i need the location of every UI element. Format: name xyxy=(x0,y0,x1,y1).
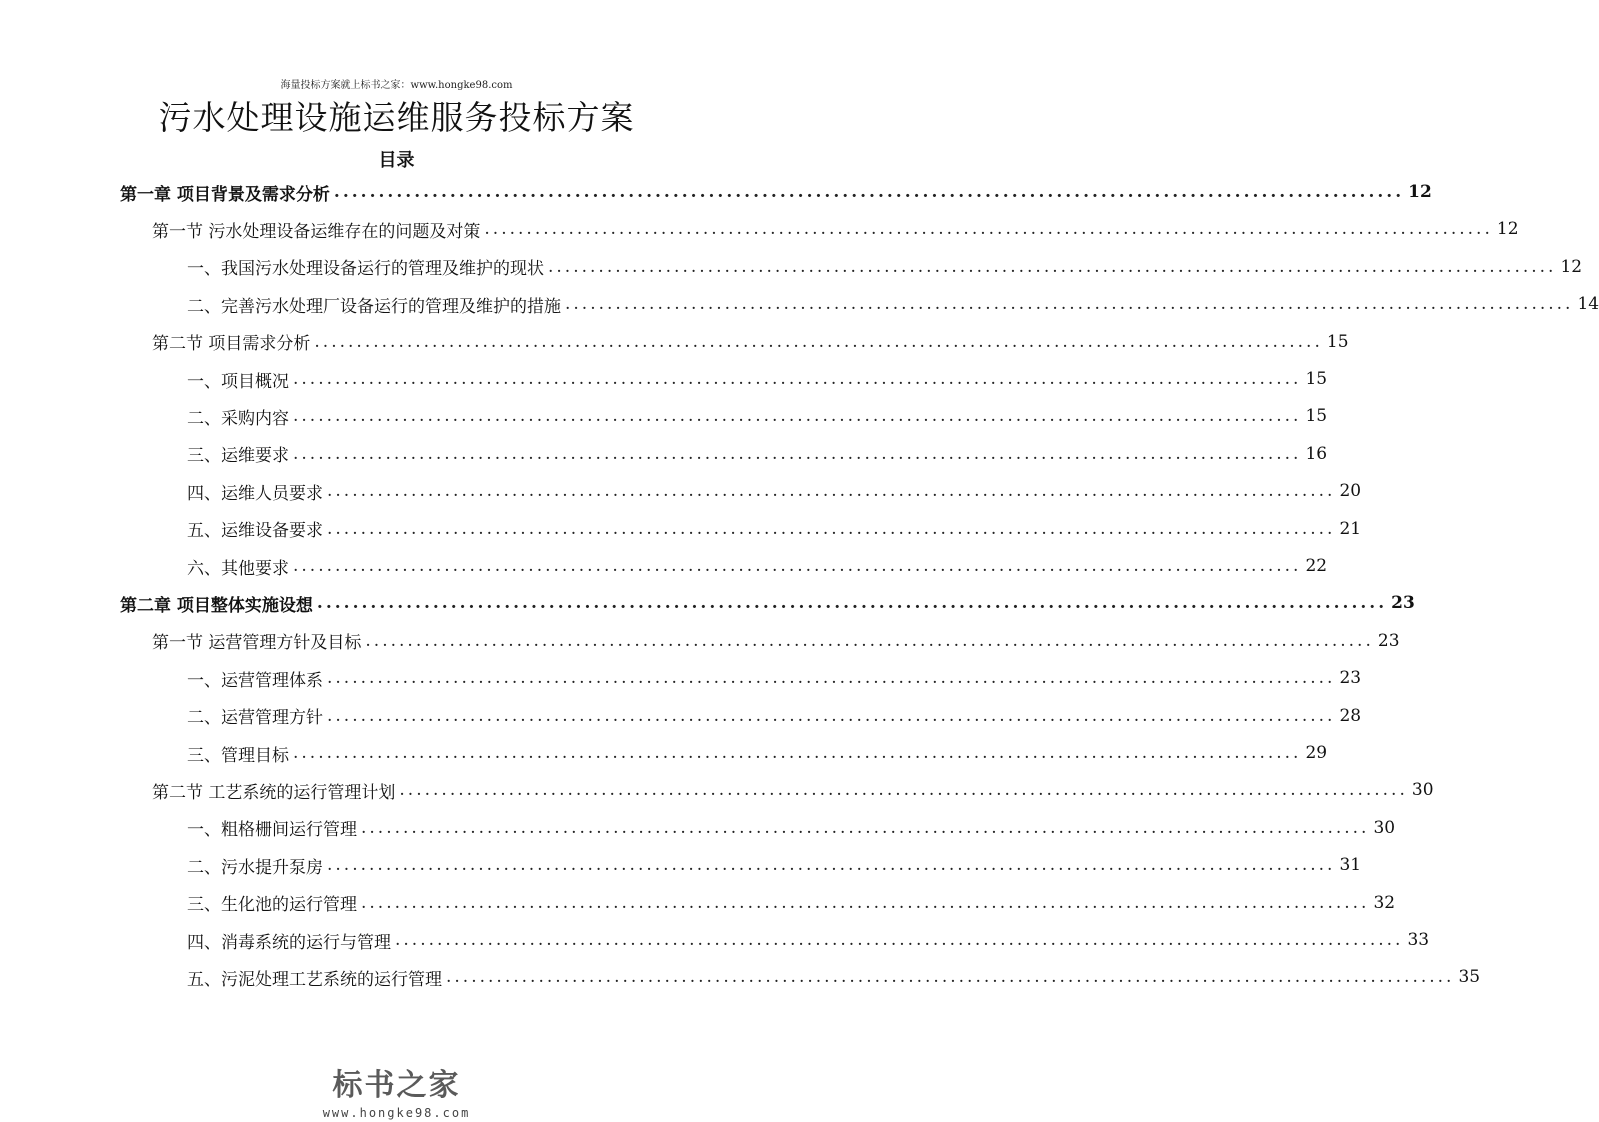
toc-entry-page: 21 xyxy=(1339,518,1362,539)
toc-entry-label: 第二节 项目需求分析 xyxy=(152,334,311,355)
toc-entry[interactable] xyxy=(187,960,1481,994)
toc-leader-dots: ........................................................................................................................ xyxy=(327,705,1336,726)
toc-entry[interactable] xyxy=(152,325,1349,359)
toc-entry-label: 二、运营管理方针 xyxy=(187,708,323,729)
toc-entry[interactable] xyxy=(187,886,1396,920)
toc-entry[interactable] xyxy=(152,773,1434,807)
toc-entry-label: 第二节 工艺系统的运行管理计划 xyxy=(152,782,396,803)
toc-entry-label: 五、运维设备要求 xyxy=(187,521,323,542)
toc-entry[interactable] xyxy=(187,437,1328,471)
toc-entry-label: 第一章 项目背景及需求分析 xyxy=(120,184,330,205)
toc-entry-page: 12 xyxy=(1408,182,1432,202)
toc-entry[interactable] xyxy=(187,362,1328,396)
toc-entry-page: 15 xyxy=(1305,369,1328,389)
toc-entry-label: 四、运维人员要求 xyxy=(187,483,323,504)
logo-url: www.hongke98.com xyxy=(322,1106,471,1120)
toc-entry-label: 一、运营管理体系 xyxy=(187,670,323,691)
toc-leader-dots: ........................................................................................................................ xyxy=(327,855,1336,876)
toc-entry-page: 29 xyxy=(1305,743,1328,763)
toc-entry-page: 32 xyxy=(1373,892,1396,913)
toc-entry-page: 23 xyxy=(1377,630,1400,651)
toc-leader-dots: ........................................................................................................................ xyxy=(327,668,1336,689)
toc-entry-page: 12 xyxy=(1496,219,1519,240)
toc-entry-page: 35 xyxy=(1458,967,1481,988)
toc-leader-dots: ........................................................................................................................ xyxy=(316,593,1388,614)
toc-entry-label: 三、生化池的运行管理 xyxy=(187,895,357,916)
toc-leader-dots: ........................................................................................................................ xyxy=(327,481,1336,502)
toc-entry-label: 第一节 运营管理方针及目标 xyxy=(152,633,362,654)
toc-entry-label: 二、完善污水处理厂设备运行的管理及维护的措施 xyxy=(187,296,561,317)
toc-entry-label: 一、粗格栅间运行管理 xyxy=(187,820,357,841)
toc-entry-page: 12 xyxy=(1560,256,1583,277)
toc-leader-dots: ........................................................................................................................ xyxy=(293,743,1302,763)
toc-entry-page: 23 xyxy=(1391,593,1415,614)
toc-entry-label: 一、我国污水处理设备运行的管理及维护的现状 xyxy=(187,259,544,280)
toc-entry[interactable] xyxy=(187,848,1362,882)
toc-leader-dots: ........................................................................................................................ xyxy=(293,556,1302,576)
toc-entry-label: 一、项目概况 xyxy=(187,371,289,392)
toc-leader-dots: ........................................................................................................................ xyxy=(548,256,1557,277)
toc-leader-dots: ........................................................................................................................ xyxy=(361,817,1370,838)
toc-entry-page: 15 xyxy=(1326,331,1349,352)
document-title: 污水处理设施运维服务投标方案 xyxy=(158,98,635,137)
header-note: 海量投标方案就上标书之家：www.hongke98.com xyxy=(280,80,513,91)
toc-entry-label: 三、管理目标 xyxy=(187,745,289,766)
toc-entry[interactable] xyxy=(120,586,1415,620)
toc-heading: 目录 xyxy=(378,150,415,171)
toc-entry[interactable] xyxy=(187,811,1396,845)
toc-leader-dots: ........................................................................................................................ xyxy=(293,406,1302,427)
toc-entry[interactable] xyxy=(187,250,1583,284)
logo-text: 标书之家 xyxy=(332,1068,461,1103)
toc-leader-dots: ........................................................................................................................ xyxy=(293,443,1302,464)
toc-leader-dots: ........................................................................................................................ xyxy=(314,331,1323,352)
toc-entry[interactable] xyxy=(152,624,1400,658)
toc-entry-label: 三、运维要求 xyxy=(187,446,289,467)
toc-entry-page: 31 xyxy=(1339,855,1362,876)
toc-leader-dots: ........................................................................................................................ xyxy=(327,518,1336,539)
toc-entry-label: 第二章 项目整体实施设想 xyxy=(120,595,313,616)
toc-entry[interactable] xyxy=(152,212,1519,246)
toc-entry[interactable] xyxy=(187,512,1362,546)
toc-leader-dots: ........................................................................................................................ xyxy=(399,780,1408,801)
toc-entry-page: 22 xyxy=(1305,556,1328,576)
toc-entry[interactable] xyxy=(187,923,1430,957)
toc-entry-page: 30 xyxy=(1411,780,1434,801)
toc-entry[interactable] xyxy=(187,736,1328,770)
toc-entry-page: 16 xyxy=(1305,443,1328,464)
toc-entry[interactable] xyxy=(187,699,1362,733)
toc-entry-page: 14 xyxy=(1577,294,1599,315)
toc-entry[interactable] xyxy=(187,287,1599,321)
toc-entry[interactable] xyxy=(187,549,1328,583)
toc-entry-label: 二、污水提升泵房 xyxy=(187,857,323,878)
toc-entry-label: 第一节 污水处理设备运维存在的问题及对策 xyxy=(152,221,481,242)
toc-leader-dots: ........................................................................................................................ xyxy=(293,369,1302,389)
toc-entry[interactable] xyxy=(187,474,1362,508)
toc-entry-page: 15 xyxy=(1305,406,1328,427)
toc-entry-page: 20 xyxy=(1339,481,1362,502)
toc-entry-page: 33 xyxy=(1407,930,1430,950)
footer-logo xyxy=(0,1060,793,1120)
toc-entry[interactable] xyxy=(120,175,1432,209)
toc-entry-page: 23 xyxy=(1339,668,1362,689)
toc-leader-dots: ........................................................................................................................ xyxy=(333,182,1405,202)
toc-leader-dots: ........................................................................................................................ xyxy=(395,930,1404,950)
toc-leader-dots: ........................................................................................................................ xyxy=(484,219,1493,240)
toc-entry-page: 30 xyxy=(1373,817,1396,838)
toc-leader-dots: ........................................................................................................................ xyxy=(446,967,1455,988)
toc-entry-label: 六、其他要求 xyxy=(187,558,289,579)
toc-entry-label: 五、污泥处理工艺系统的运行管理 xyxy=(187,969,442,990)
toc-entry-label: 二、采购内容 xyxy=(187,408,289,429)
toc-leader-dots: ........................................................................................................................ xyxy=(361,892,1370,913)
toc-leader-dots: ........................................................................................................................ xyxy=(565,294,1574,315)
toc-leader-dots: ........................................................................................................................ xyxy=(365,630,1374,651)
toc-entry[interactable] xyxy=(187,661,1362,695)
toc-entry-label: 四、消毒系统的运行与管理 xyxy=(187,932,391,953)
toc-entry-page: 28 xyxy=(1339,705,1362,726)
toc-entry[interactable] xyxy=(187,399,1328,433)
